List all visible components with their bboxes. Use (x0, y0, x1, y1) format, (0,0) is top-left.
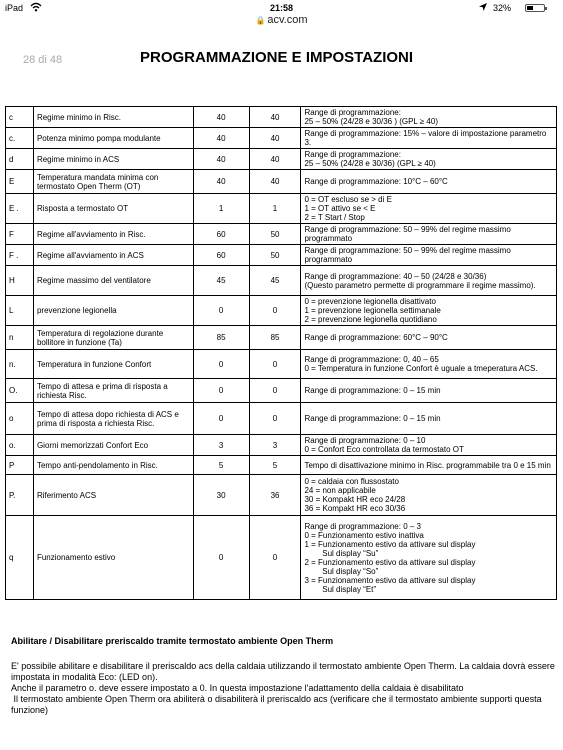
parameters-table (5, 106, 557, 600)
section-title: Abilitare / Disabilitare preriscaldo tramite termostato ambiente Open Therm (11, 636, 334, 646)
param-description: Potenza minimo pompa modulante (33, 128, 193, 149)
param-code: P (6, 456, 34, 475)
param-code: F (6, 224, 34, 245)
param-notes: Range di programmazione: 50 – 99% del regime massimo programmato (301, 224, 557, 245)
param-value-set: 50 (249, 245, 301, 266)
table-row (6, 379, 557, 403)
param-description: Riferimento ACS (33, 475, 193, 516)
param-value-default: 0 (193, 379, 249, 403)
section-body (11, 661, 556, 716)
param-code: o. (6, 435, 34, 456)
param-description: Regime massimo del ventilatore (33, 266, 193, 296)
param-value-default: 40 (193, 128, 249, 149)
param-value-set: 36 (249, 475, 301, 516)
param-description: Risposta a termostato OT (33, 194, 193, 224)
param-notes: Range di programmazione: 25 – 50% (24/28 e 30/36 ) (GPL ≥ 40) (301, 107, 557, 128)
param-notes: Range di programmazione: 0 – 10 0 = Confort Eco controllata da termostato OT (301, 435, 557, 456)
param-notes: Range di programmazione: 0 – 15 min (301, 379, 557, 403)
param-notes: Range di programmazione: 40 – 50 (24/28 e 30/36) (Questo parametro permette di programmare il regime massimo). (301, 266, 557, 296)
table-row (6, 403, 557, 435)
table-row (6, 456, 557, 475)
param-value-set: 0 (249, 350, 301, 379)
param-description: Temperatura mandata minima con termostato Open Therm (OT) (33, 170, 193, 194)
param-value-default: 40 (193, 149, 249, 170)
param-value-default: 1 (193, 194, 249, 224)
param-value-default: 5 (193, 456, 249, 475)
param-value-set: 5 (249, 456, 301, 475)
param-value-default: 60 (193, 245, 249, 266)
param-value-set: 40 (249, 170, 301, 194)
param-notes: Range di programmazione: 25 – 50% (24/28 e 30/36) (GPL ≥ 40) (301, 149, 557, 170)
page-counter: 28 di 48 (23, 54, 63, 66)
paragraph: Il termostato ambiente Open Therm ora abiliterà o disabiliterà il preriscaldo acs (verificare che il termostato ambiente supporti questa funzione) (11, 694, 545, 715)
param-code: d (6, 149, 34, 170)
battery-icon (525, 4, 545, 12)
paragraph: E' possibile abilitare e disabilitare il preriscaldo acs della caldaia utilizzando il termostato ambiente Open Therm. La caldaia dovrà essere impostata in modalità Eco: (LED on). (11, 661, 555, 682)
param-value-default: 0 (193, 350, 249, 379)
param-description: Temperatura in funzione Confort (33, 350, 193, 379)
param-notes: Range di programmazione: 60°C – 90°C (301, 326, 557, 350)
table-row (6, 128, 557, 149)
param-value-default: 60 (193, 224, 249, 245)
table-row (6, 296, 557, 326)
param-value-set: 45 (249, 266, 301, 296)
param-value-default: 40 (193, 107, 249, 128)
param-notes: Range di programmazione: 0, 40 – 65 0 = Temperatura in funzione Confort è uguale a tmeperatura ACS. (301, 350, 557, 379)
param-code: H (6, 266, 34, 296)
battery-percent: 32% (493, 3, 512, 13)
param-value-set: 0 (249, 379, 301, 403)
address-bar[interactable] (0, 14, 563, 26)
table-row (6, 475, 557, 516)
param-notes: Range di programmazione: 0 – 3 0 = Funzionamento estivo inattiva 1 = Funzionamento estivo da attivare sul display Sul display “Su” 2 = Funzionamento estivo da attivare sul display Sul display “So” 3 = Funzionamento estivo da attivare sul display Sul display “Et” (301, 516, 557, 600)
location-arrow-icon (478, 2, 488, 14)
param-value-default: 3 (193, 435, 249, 456)
param-description: Giorni memorizzati Confort Eco (33, 435, 193, 456)
param-value-set: 40 (249, 128, 301, 149)
param-value-default: 30 (193, 475, 249, 516)
param-notes: Range di programmazione: 0 – 15 min (301, 403, 557, 435)
param-value-set: 0 (249, 296, 301, 326)
url-text: acv.com (267, 14, 308, 26)
param-code: E (6, 170, 34, 194)
param-value-set: 40 (249, 107, 301, 128)
param-value-set: 0 (249, 516, 301, 600)
page-title: PROGRAMMAZIONE E IMPOSTAZIONI (140, 49, 414, 66)
param-value-default: 0 (193, 516, 249, 600)
param-description: Temperatura di regolazione durante bollitore in funzione (Ta) (33, 326, 193, 350)
param-code: c. (6, 128, 34, 149)
param-value-set: 40 (249, 149, 301, 170)
param-description: Regime all'avviamento in ACS (33, 245, 193, 266)
table-row (6, 107, 557, 128)
param-code: o (6, 403, 34, 435)
param-description: Regime minimo in Risc. (33, 107, 193, 128)
param-value-default: 45 (193, 266, 249, 296)
param-description: Regime minimo in ACS (33, 149, 193, 170)
param-code: n (6, 326, 34, 350)
param-value-set: 50 (249, 224, 301, 245)
param-code: F . (6, 245, 34, 266)
param-description: Regime all'avviamento in Risc. (33, 224, 193, 245)
param-description: Funzionamento estivo (33, 516, 193, 600)
param-code: L (6, 296, 34, 326)
param-description: Tempo di attesa e prima di risposta a richiesta Risc. (33, 379, 193, 403)
table-row (6, 435, 557, 456)
param-notes: 0 = prevenzione legionella disattivato 1 = prevenzione legionella settimanale 2 = prevenzione legionella quotidiano (301, 296, 557, 326)
table-row (6, 194, 557, 224)
param-code: P. (6, 475, 34, 516)
param-value-set: 1 (249, 194, 301, 224)
table-row (6, 149, 557, 170)
param-code: c (6, 107, 34, 128)
param-notes: Tempo di disattivazione minimo in Risc. programmabile tra 0 e 15 min (301, 456, 557, 475)
param-code: E . (6, 194, 34, 224)
param-code: O. (6, 379, 34, 403)
param-value-default: 40 (193, 170, 249, 194)
param-notes: Range di programmazione: 50 – 99% del regime massimo programmato (301, 245, 557, 266)
param-notes: Range di programmazione: 15% – valore di impostazione parametro 3. (301, 128, 557, 149)
table-row (6, 266, 557, 296)
param-code: n. (6, 350, 34, 379)
param-description: prevenzione legionella (33, 296, 193, 326)
param-value-set: 0 (249, 403, 301, 435)
paragraph: Anche il parametro o. deve essere impostato a 0. In questa impostazione l'adattamento della caldaia è disabilitato (11, 683, 464, 693)
table-row (6, 516, 557, 600)
table-row (6, 326, 557, 350)
device-name: iPad (5, 3, 24, 13)
param-description: Tempo di attesa dopo richiesta di ACS e prima di risposta a richiesta Risc. (33, 403, 193, 435)
battery-fill (527, 6, 533, 10)
param-value-default: 0 (193, 296, 249, 326)
table-row (6, 224, 557, 245)
table-row (6, 245, 557, 266)
lock-icon: 🔒 (255, 16, 266, 25)
param-description: Tempo anti-pendolamento in Risc. (33, 456, 193, 475)
clock: 21:58 (269, 3, 294, 13)
param-value-set: 3 (249, 435, 301, 456)
param-value-default: 0 (193, 403, 249, 435)
param-notes: Range di programmazione: 10°C – 60°C (301, 170, 557, 194)
param-code: q (6, 516, 34, 600)
param-value-default: 85 (193, 326, 249, 350)
param-notes: 0 = caldaia con flussostato 24 = non applicabile 30 = Kompakt HR eco 24/28 36 = Kompakt HR eco 30/36 (301, 475, 557, 516)
table-row (6, 170, 557, 194)
param-value-set: 85 (249, 326, 301, 350)
param-notes: 0 = OT escluso se > di E 1 = OT attivo se < E 2 = T Start / Stop (301, 194, 557, 224)
table-row (6, 350, 557, 379)
